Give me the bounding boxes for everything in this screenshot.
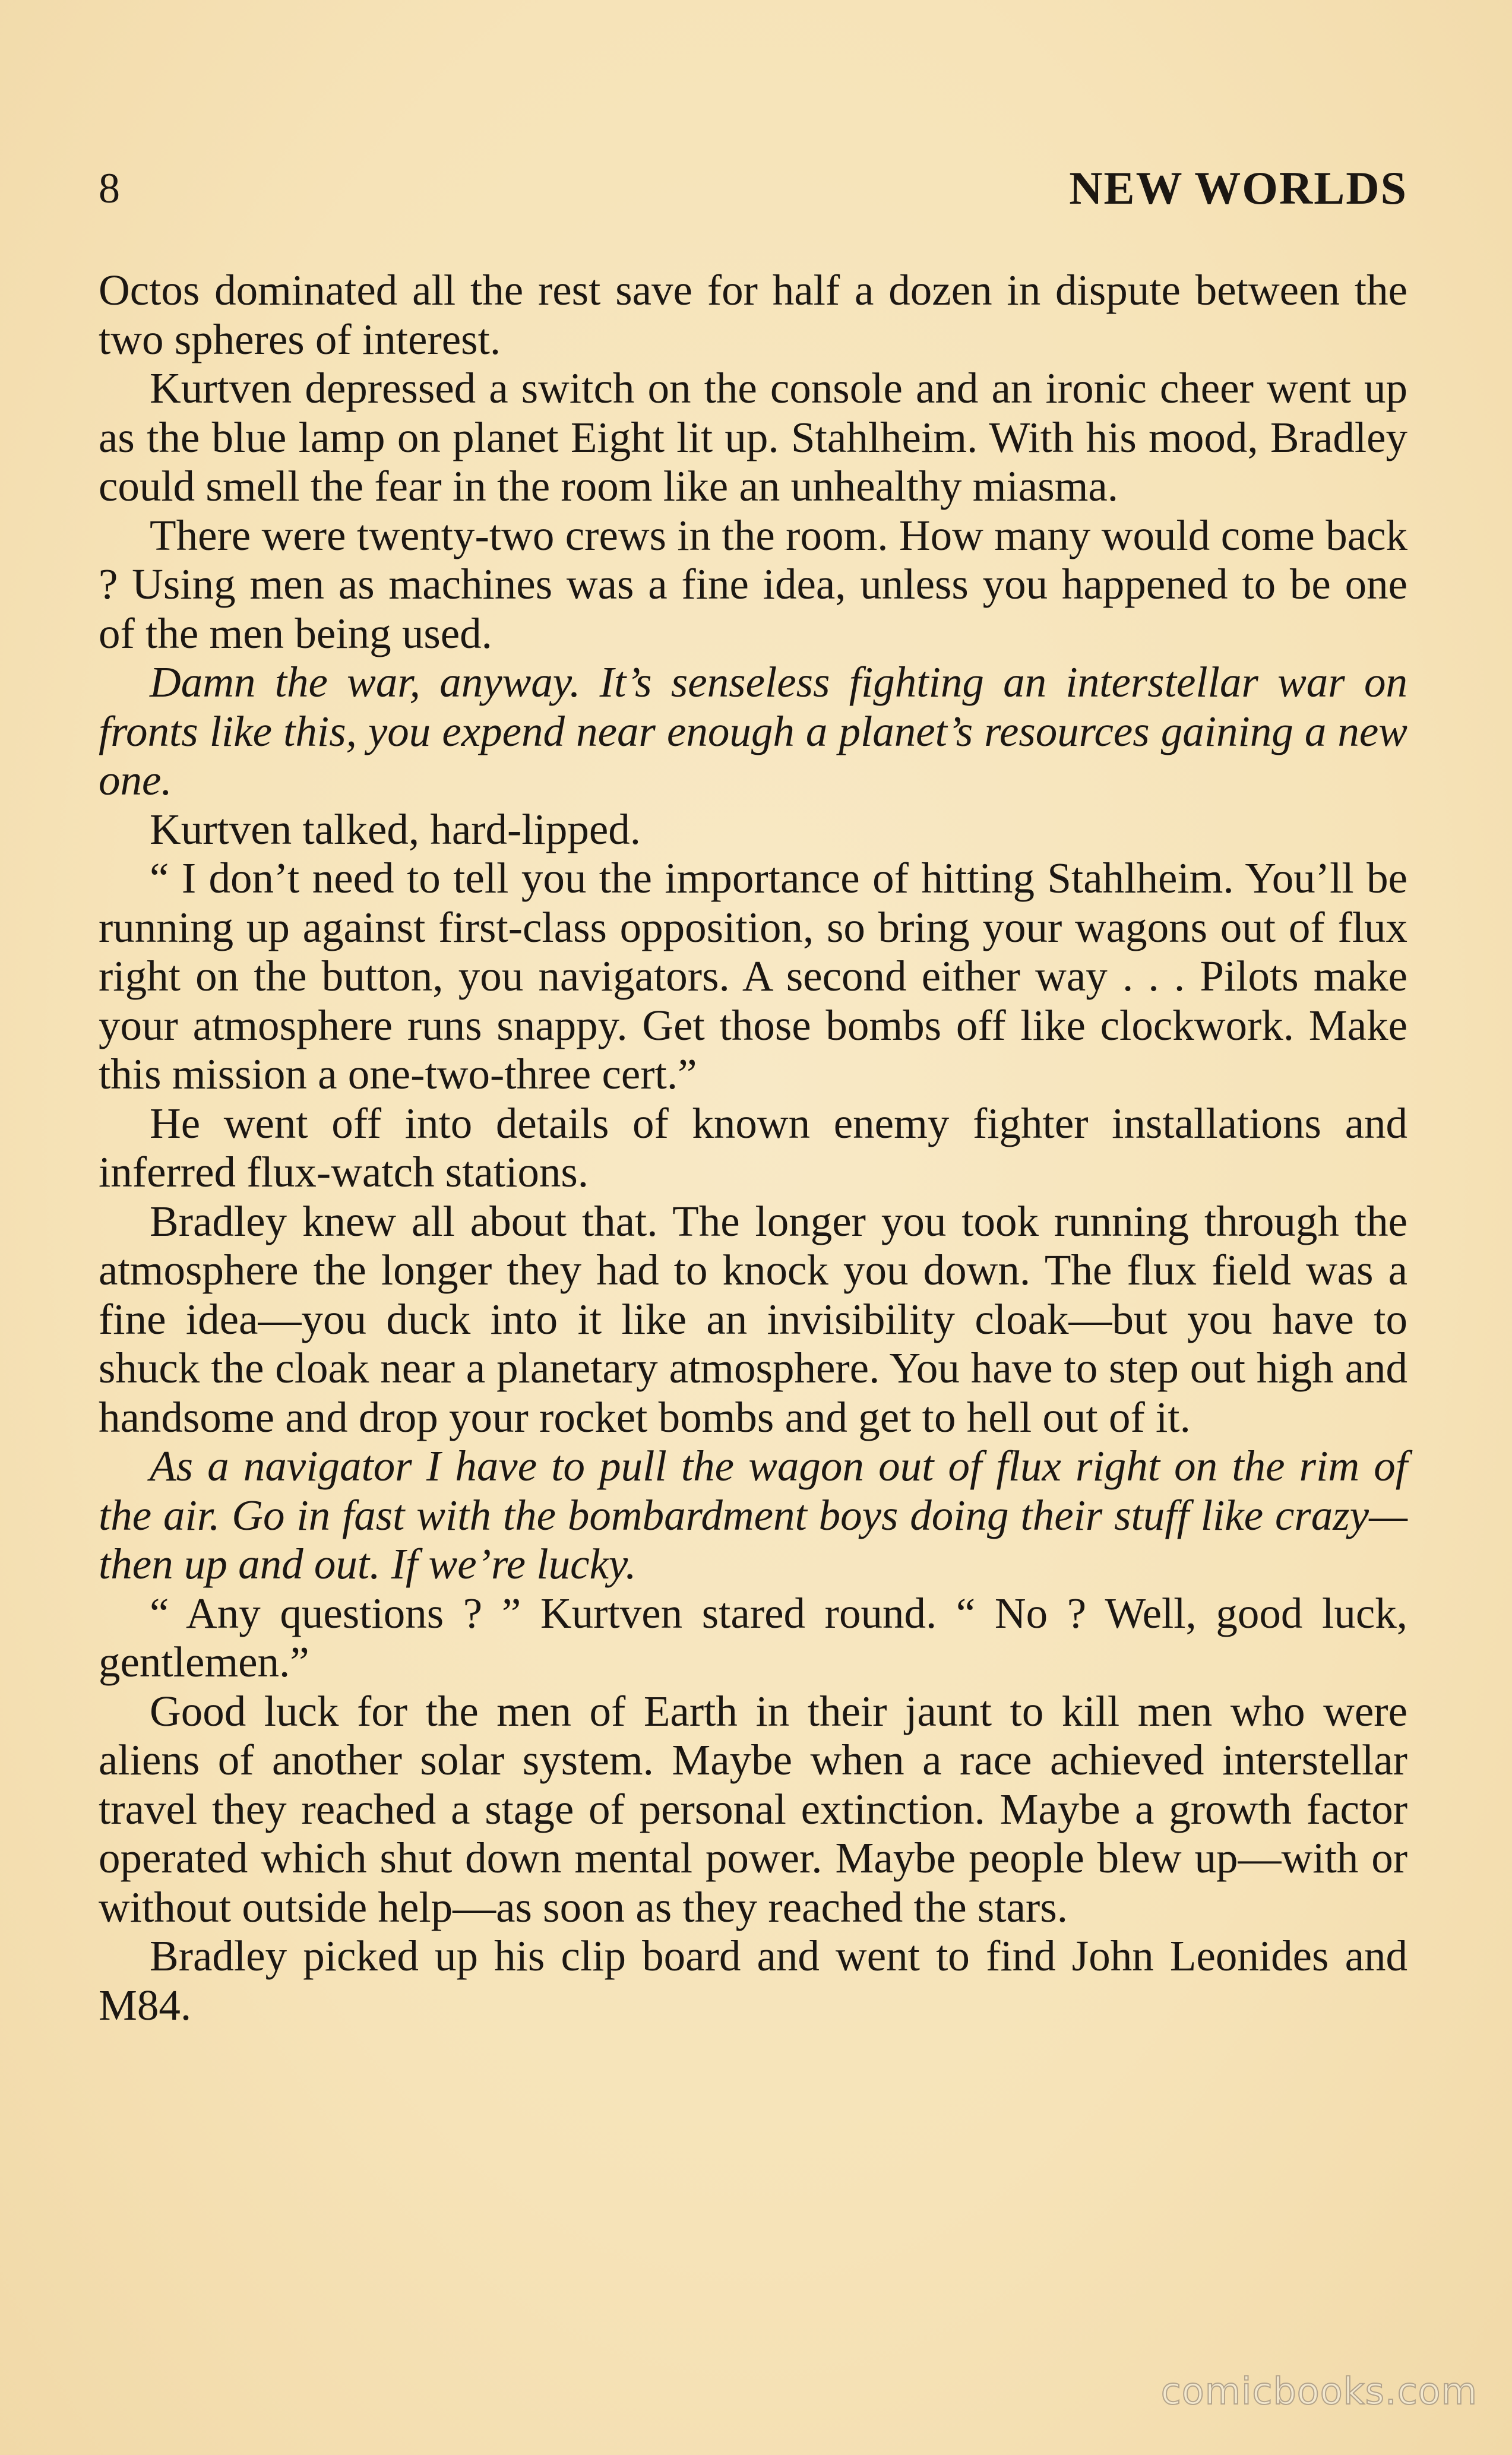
paragraph-1: Octos dominated all the rest save for half a dozen in dispute between the two spheres of interest. — [99, 266, 1407, 363]
paragraph-11: Good luck for the men of Earth in their jaunt to kill men who were aliens of another solar system. Maybe when a race achieved interstellar travel they reached a stage of personal extinction. Maybe a growth factor operated which shut down mental power. Maybe people blew up—with or without outside help—as soon as they reached the stars. — [99, 1687, 1407, 1931]
paragraph-2: Kurtven depressed a switch on the console and an ironic cheer went up as the blue lamp on planet Eight lit up. Stahlheim. With his mood, Bradley could smell the fear in the room like an unhealthy miasma. — [99, 364, 1407, 510]
italic-thought-2: As a navigator I have to pull the wagon out of flux right on the rim of the air. Go in fast with the bombardment boys doing their stuff like crazy—then up and out. If we’re lucky. — [99, 1442, 1407, 1588]
paragraph-3: There were twenty-two crews in the room. How many would come back ? Using men as machines was a fine idea, unless you happened to be one of the men being used. — [99, 511, 1407, 657]
paragraph-5: Kurtven talked, hard-lipped. — [150, 805, 641, 853]
italic-thought-1: Damn the war, anyway. It’s senseless fighting an interstellar war on fronts like this, you expend near enough a planet’s resources gaining a new one. — [99, 658, 1407, 804]
body-text — [99, 266, 1407, 2030]
page-header — [99, 162, 1407, 215]
page-number: 8 — [99, 164, 120, 212]
paragraph-6: “ I don’t need to tell you the importance of hitting Stahlheim. You’ll be running up against first-class opposition, so bring your wagons out of flux right on the button, you navigators. A second either way . . . Pilots make your atmosphere runs snappy. Get those bombs off like clockwork. Make this mission a one-two-three cert.” — [99, 854, 1407, 1098]
running-head: NEW WORLDS — [1069, 162, 1407, 214]
paragraph-12: Bradley picked up his clip board and went to find John Leonides and M84. — [99, 1932, 1407, 2029]
paragraph-7: He went off into details of known enemy fighter installations and inferred flux-watch stations. — [99, 1099, 1407, 1196]
watermark: comicbooks.com — [1160, 2369, 1478, 2413]
paragraph-10: “ Any questions ? ” Kurtven stared round. “ No ? Well, good luck, gentlemen.” — [99, 1589, 1407, 1686]
paragraph-8: Bradley knew all about that. The longer you took running through the atmosphere the longer they had to knock you down. The flux field was a fine idea—you duck into it like an invisibility cloak—but you have to shuck the cloak near a planetary atmosphere. You have to step out high and handsome and drop your rocket bombs and get to hell out of it. — [99, 1197, 1407, 1441]
